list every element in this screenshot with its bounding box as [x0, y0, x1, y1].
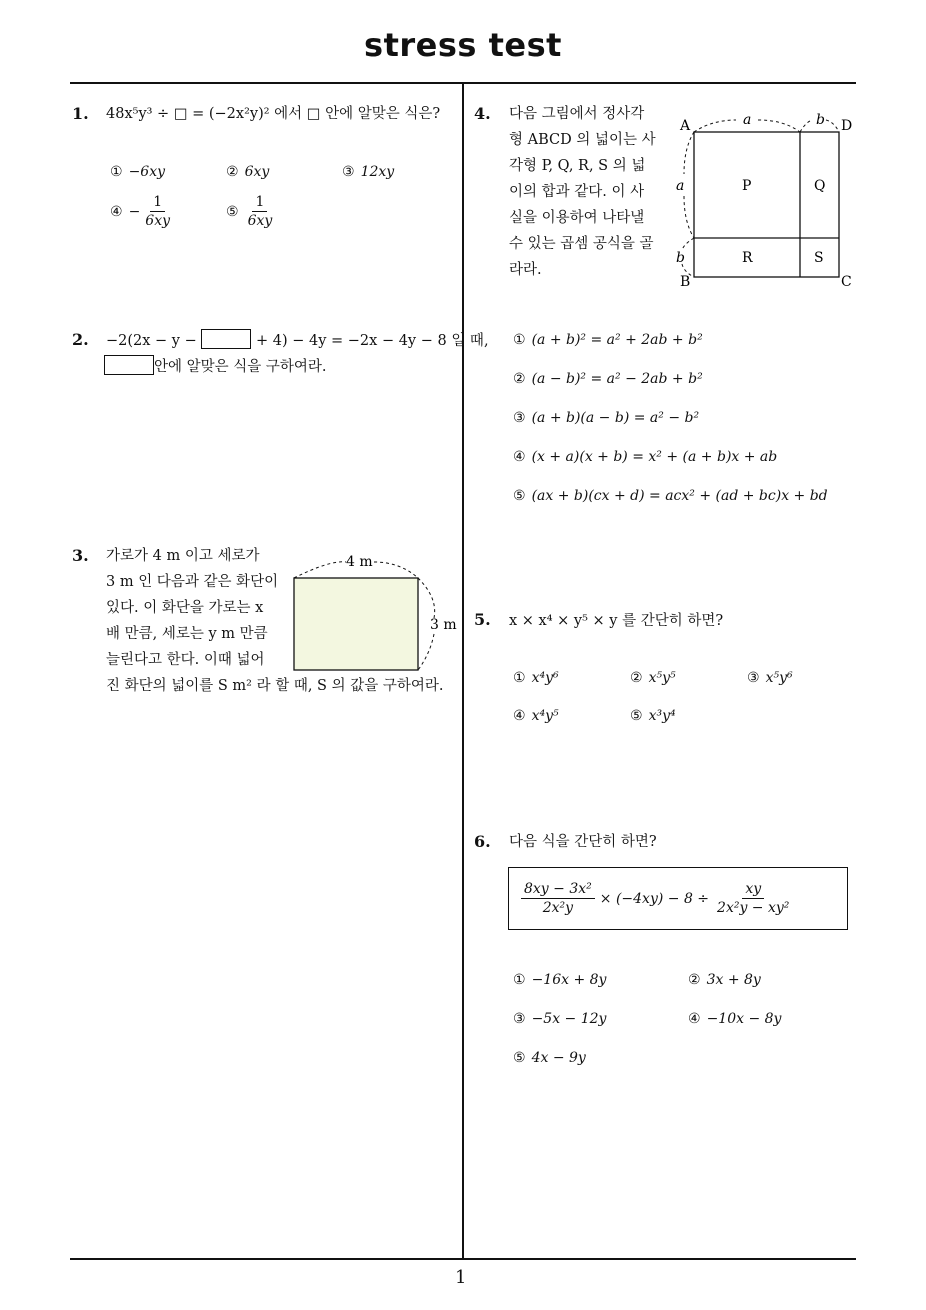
- answer-blank-label: [104, 355, 154, 375]
- fraction-numerator: 1: [252, 193, 267, 212]
- option-1[interactable]: [513, 332, 703, 348]
- option-text: x⁵y⁵: [648, 670, 676, 686]
- option-3[interactable]: [513, 410, 699, 426]
- option-mark: ②: [226, 164, 239, 180]
- fraction-numerator: 8xy − 3x²: [521, 880, 595, 899]
- region-s: S: [814, 250, 824, 266]
- side-arc-a-top: [684, 132, 694, 174]
- option-mark: ⑤: [226, 203, 239, 220]
- expr-part-a: −2(2x − y −: [106, 333, 197, 349]
- question-text-line: 형 ABCD 의 넓이는 사: [509, 132, 656, 148]
- top-label-b: b: [816, 112, 825, 128]
- option-mark: ①: [513, 670, 526, 686]
- option-text: 3x + 8y: [706, 972, 761, 988]
- corner-label-c: C: [841, 274, 852, 290]
- option-1[interactable]: [110, 164, 165, 180]
- question-text: x × x⁴ × y⁵ × y 를 간단히 하면?: [509, 613, 724, 629]
- garden-rectangle: [294, 578, 418, 670]
- option-mark: ①: [110, 164, 123, 180]
- option-text: (a + b)(a − b) = a² − b²: [531, 410, 700, 426]
- question-text-line: 라라.: [509, 262, 542, 278]
- option-5[interactable]: [630, 708, 676, 724]
- option-mark: ③: [513, 410, 526, 426]
- top-arc-a-left: [694, 120, 736, 132]
- option-2[interactable]: [688, 972, 761, 988]
- option-mark: ⑤: [630, 708, 643, 724]
- question-text-line: 실을 이용하여 나타낼: [509, 210, 645, 226]
- option-2[interactable]: [226, 164, 269, 180]
- option-3[interactable]: [747, 670, 793, 686]
- option-mark: ①: [513, 332, 526, 348]
- fraction-denominator: 2x²y − xy²: [717, 900, 790, 916]
- option-1[interactable]: [513, 670, 559, 686]
- line-text: 안에 알맞은 식을 구하여라.: [154, 359, 327, 375]
- option-3[interactable]: [513, 1011, 606, 1027]
- option-text: 4x − 9y: [531, 1050, 586, 1066]
- height-label: 3 m: [430, 617, 457, 633]
- expression-box: [508, 867, 848, 930]
- question-text-line: 배 만큼, 세로는 y m 만큼: [106, 626, 268, 642]
- top-arc-b-left: [800, 120, 812, 132]
- option-mark: ④: [110, 203, 123, 220]
- option-mark: ④: [688, 1011, 701, 1027]
- option-text: 6xy: [244, 164, 270, 180]
- question-text-line: 각형 P, Q, R, S 의 넓: [509, 158, 646, 174]
- question-text: 다음 식을 간단히 하면?: [509, 834, 657, 850]
- question-text-line: 3 m 인 다음과 같은 화단이: [106, 574, 279, 590]
- option-4[interactable]: [513, 449, 777, 465]
- option-mark: ③: [747, 670, 760, 686]
- option-text: x⁵y⁶: [765, 670, 793, 686]
- option-1[interactable]: [513, 972, 606, 988]
- top-label-a: a: [743, 112, 752, 128]
- question-text-line: 가로가 4 m 이고 세로가: [106, 548, 260, 564]
- question-text-line: 이의 합과 같다. 이 사: [509, 184, 645, 200]
- page-title: stress test: [364, 26, 562, 64]
- option-text: −5x − 12y: [531, 1011, 607, 1027]
- question-number: 4.: [474, 104, 491, 123]
- question-number: 5.: [474, 610, 491, 629]
- option-mark: ③: [513, 1011, 526, 1027]
- option-text: (a + b)² = a² + 2ab + b²: [531, 332, 703, 348]
- option-3[interactable]: [342, 164, 394, 180]
- option-4[interactable]: [688, 1011, 781, 1027]
- answer-blank[interactable]: [201, 329, 251, 349]
- corner-label-b: B: [680, 274, 691, 290]
- option-fraction: [142, 193, 173, 230]
- option-mark: ②: [513, 371, 526, 387]
- option-4[interactable]: [110, 193, 173, 230]
- top-arc-b-right: [826, 120, 839, 132]
- height-arc-top: [418, 578, 435, 618]
- question-text-line: 늘린다고 한다. 이때 넓어: [106, 652, 265, 668]
- side-arc-b-top: [682, 238, 694, 250]
- option-mark: ②: [688, 972, 701, 988]
- option-text: (ax + b)(cx + d) = acx² + (ad + bc)x + bd: [531, 488, 828, 504]
- expr-part-b: + 4) − 4y = −2x − 4y − 8 일 때,: [255, 333, 489, 349]
- question-number: 1.: [72, 104, 89, 123]
- option-4[interactable]: [513, 708, 559, 724]
- question-text-line-2: [104, 354, 327, 380]
- region-p: P: [742, 178, 752, 194]
- option-2[interactable]: [513, 371, 703, 387]
- question-text-line-1: [106, 328, 489, 354]
- option-text: −10x − 8y: [706, 1011, 782, 1027]
- side-label-a: a: [676, 178, 685, 194]
- side-label-b: b: [676, 250, 685, 266]
- garden-figure: [290, 548, 460, 678]
- option-text: x⁴y⁵: [531, 708, 559, 724]
- square-abcd-figure: [672, 108, 858, 294]
- expression-fraction-2: [714, 880, 792, 917]
- fraction-numerator: 1: [150, 193, 165, 212]
- width-arc-right: [374, 562, 418, 578]
- side-arc-a-bottom: [684, 196, 694, 238]
- question-number: 3.: [72, 546, 89, 565]
- fraction-denominator: 6xy: [145, 213, 171, 229]
- option-mark: ④: [513, 449, 526, 465]
- column-divider: [462, 84, 464, 1259]
- option-text: x³y⁴: [648, 708, 676, 724]
- option-mark: ⑤: [513, 1050, 526, 1066]
- option-text: x⁴y⁶: [531, 670, 559, 686]
- fraction-denominator: 2x²y: [542, 900, 574, 916]
- option-mark: ④: [513, 708, 526, 724]
- option-text: 12xy: [360, 164, 395, 180]
- option-text: −6xy: [128, 164, 166, 180]
- region-q: Q: [814, 178, 826, 194]
- option-text: −16x + 8y: [531, 972, 607, 988]
- option-5[interactable]: [513, 488, 828, 504]
- option-text: (a − b)² = a² − 2ab + b²: [531, 371, 703, 387]
- expression-fraction-1: [521, 880, 595, 917]
- fraction-denominator: 6xy: [247, 213, 273, 229]
- question-number: 2.: [72, 330, 89, 349]
- corner-label-d: D: [841, 118, 853, 134]
- option-text: (x + a)(x + b) = x² + (a + b)x + ab: [531, 449, 778, 465]
- expression-middle: × (−4xy) − 8 ÷: [599, 890, 710, 907]
- option-2[interactable]: [630, 670, 676, 686]
- option-mark: ①: [513, 972, 526, 988]
- question-text-line: 수 있는 곱셈 공식을 골: [509, 236, 654, 252]
- question-text-line: 진 화단의 넓이를 S m² 라 할 때, S 의 값을 구하여라.: [106, 678, 444, 694]
- option-5[interactable]: [226, 193, 275, 230]
- region-r: R: [742, 250, 753, 266]
- question-text-line: 다음 그림에서 정사각: [509, 106, 645, 122]
- option-mark: ③: [342, 164, 355, 180]
- corner-label-a: A: [680, 118, 691, 134]
- top-arc-a-right: [758, 120, 800, 132]
- fraction-numerator: xy: [742, 880, 764, 899]
- page-number: 1: [455, 1267, 467, 1288]
- question-text-line: 있다. 이 화단을 가로는 x: [106, 600, 264, 616]
- option-fraction: [245, 193, 276, 230]
- question-number: 6.: [474, 832, 491, 851]
- width-label: 4 m: [346, 554, 373, 570]
- option-5[interactable]: [513, 1050, 586, 1066]
- option-sign: −: [128, 203, 141, 220]
- option-mark: ②: [630, 670, 643, 686]
- width-arc-left: [294, 562, 346, 578]
- footer-rule: [70, 1258, 856, 1260]
- height-arc-bottom: [418, 634, 434, 670]
- question-text: 48x⁵y³ ÷ □ = (−2x²y)² 에서 □ 안에 알맞은 식은?: [106, 106, 441, 122]
- option-mark: ⑤: [513, 488, 526, 504]
